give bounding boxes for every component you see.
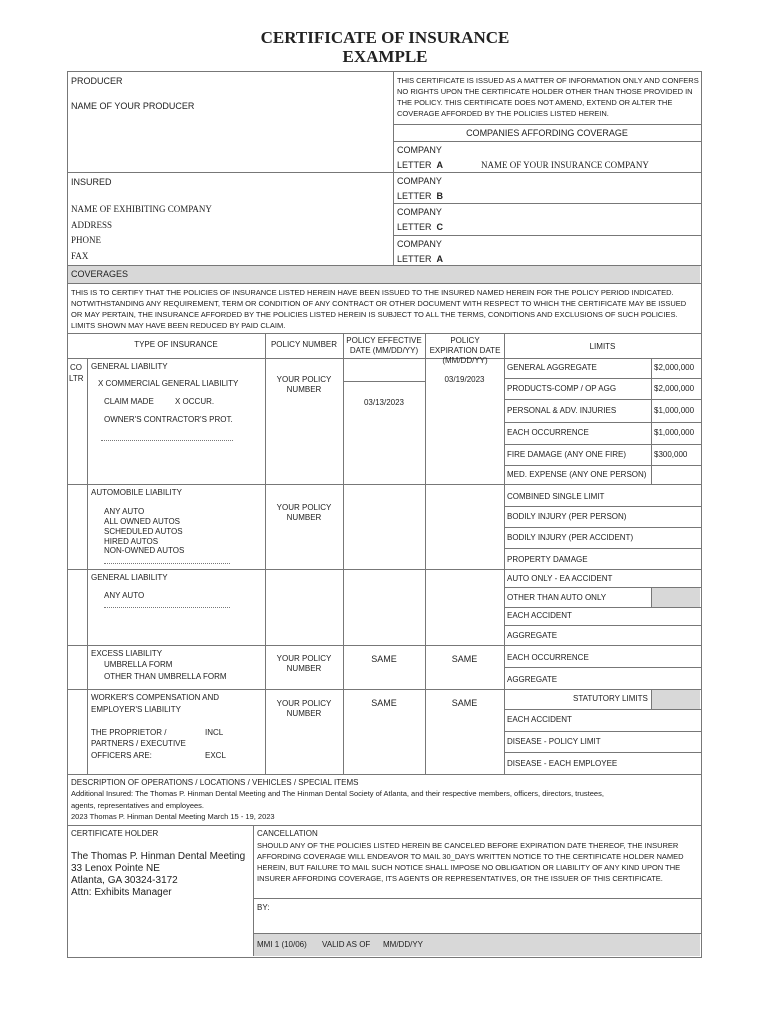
insured-phone: PHONE [71,235,102,245]
gl-policy-number: YOUR POLICY NUMBER [276,375,332,394]
company-a-label: COMPANY [397,145,442,155]
gl-value-each-occurrence: $1,000,000 [654,428,695,437]
producer-name: NAME OF YOUR PRODUCER [71,101,195,111]
certificate-notice: THIS CERTIFICATE IS ISSUED AS A MATTER OF INFORMATION ONLY AND CONFERS NO RIGHTS UPON THE CERTIFICATE HOLDER OTHER THAN THOSE PROVIDED IN THE POLICY. THIS CERTIFICATE DOES NOT AMEND, EXTEND OR ALTER THE COVERAGE AFFORDED BY THE POLICIES LISTED HEREIN. [397,76,699,118]
gl-commercial: X COMMERCIAL GENERAL LIABILITY [98,379,239,388]
workers-expiration: SAME [451,698,478,708]
gl-claims-made: CLAIM MADE [104,397,154,406]
companies-header: COMPANIES AFFORDING COVERAGE [466,128,628,138]
workers-limit-disease-employee: DISEASE - EACH EMPLOYEE [507,759,618,768]
cancellation-label: CANCELLATION [257,829,318,838]
excess-label: EXCESS LIABILITY [91,649,163,658]
garage-any-auto: ANY AUTO [104,591,145,600]
holder-address-1: 33 Lenox Pointe NE [71,863,160,874]
excess-effective: SAME [371,654,397,664]
holder-attn: Attn: Exhibits Manager [71,887,172,898]
signature-by: BY: [257,903,270,912]
garage-limit-auto-only: AUTO ONLY - EA ACCIDENT [507,574,613,583]
insured-company: NAME OF EXHIBITING COMPANY [71,204,212,214]
auto-all-owned: ALL OWNED AUTOS [104,517,181,526]
gl-value-fire: $300,000 [654,450,688,459]
header-type: TYPE OF INSURANCE [134,340,218,349]
workers-label-1: WORKER'S COMPENSATION AND [91,693,220,702]
header-ltr: LTR [69,374,84,383]
workers-excl: EXCL [205,751,226,760]
insured-label: INSURED [71,177,112,187]
gl-limit-personal: PERSONAL & ADV. INJURIES [507,406,617,415]
description-line-3: 2023 Thomas P. Hinman Dental Meeting March 15 - 19, 2023 [71,812,275,821]
gl-limit-med: MED. EXPENSE (ANY ONE PERSON) [507,470,647,479]
footer-form: MMI 1 (10/06) [257,940,307,949]
excess-other: OTHER THAN UMBRELLA FORM [104,672,227,681]
auto-limit-combined: COMBINED SINGLE LIMIT [507,492,605,501]
gl-limit-general-aggregate: GENERAL AGGREGATE [507,363,597,372]
holder-name: The Thomas P. Hinman Dental Meeting [71,851,246,862]
insured-address: ADDRESS [71,220,113,230]
auto-label: AUTOMOBILE LIABILITY [91,488,182,497]
footer-valid: VALID AS OF [322,940,371,949]
workers-label-2: EMPLOYER'S LIABILITY [91,705,182,714]
auto-non-owned: NON-OWNED AUTOS [104,546,185,555]
insured-fax: FAX [71,251,89,261]
auto-limit-bi-accident: BODILY INJURY (PER ACCIDENT) [507,533,634,542]
auto-hired: HIRED AUTOS [104,537,159,546]
header-effective: POLICY EFFECTIVE DATE (MM/DD/YY) [346,336,422,355]
header-policy-number: POLICY NUMBER [270,340,338,349]
workers-prop-2: PARTNERS / EXECUTIVE [91,739,186,748]
header-co: CO [70,363,82,372]
cancellation-text: SHOULD ANY OF THE POLICIES LISTED HEREIN BE CANCELED BEFORE EXPIRATION DATE THEREOF, THE INSURER AFFORDING COVERAGE WILL ENDEAVOR TO MAIL 30_DAYS WRITTEN NOTICE TO THE CERTIFICATE HOLDER NAMED HEREIN, BUT FAILURE TO MAIL SUCH NOTICE SHALL IMPOSE NO OBLIGATION OR LIABILITY OF ANY KIND UPON THE INSURER AFFORDING COVERAGE, ITS AGENTS OR REPRESENTATIVES, OR THE ISSUER OF THIS CERTIFICATE. [257,841,684,883]
auto-limit-bi-person: BODILY INJURY (PER PERSON) [507,512,627,521]
auto-limit-property: PROPERTY DAMAGE [507,555,588,564]
company-c-letter: LETTER C [397,222,444,232]
auto-any: ANY AUTO [104,507,145,516]
workers-incl: INCL [205,728,224,737]
excess-policy-number: YOUR POLICY NUMBER [276,654,332,673]
gl-occur: X OCCUR. [175,397,215,406]
holder-address-2: Atlanta, GA 30324-3172 [71,875,178,886]
excess-umbrella: UMBRELLA FORM [104,660,173,669]
header-limits: LIMITS [589,342,616,351]
auto-policy-number: YOUR POLICY NUMBER [276,503,332,522]
excess-expiration: SAME [451,654,478,664]
company-a-letter: LETTER A [397,160,444,170]
company-d-label: COMPANY [397,239,442,249]
gl-limit-fire: FIRE DAMAGE (ANY ONE FIRE) [507,450,626,459]
excess-limit-each-occurrence: EACH OCCURRENCE [507,653,589,662]
workers-prop-1: THE PROPRIETOR / [91,728,167,737]
workers-prop-3: OFFICERS ARE: [91,751,152,760]
description-label: DESCRIPTION OF OPERATIONS / LOCATIONS / VEHICLES / SPECIAL ITEMS [71,778,359,787]
gl-value-products: $2,000,000 [654,384,695,393]
workers-policy-number: YOUR POLICY NUMBER [276,699,332,718]
company-c-label: COMPANY [397,207,442,217]
producer-label: PRODUCER [71,76,123,86]
gl-value-personal: $1,000,000 [654,406,695,415]
auto-scheduled: SCHEDULED AUTOS [104,527,183,536]
company-b-label: COMPANY [397,176,442,186]
garage-limit-aggregate: AGGREGATE [507,631,558,640]
workers-statutory: STATUTORY LIMITS [573,694,648,703]
page-subtitle: EXAMPLE [342,47,428,66]
gl-expiration-date: 03/19/2023 [444,375,485,384]
header-expiration: POLICY EXPIRATION DATE (MM/DD/YY) [429,336,501,365]
gl-owners: OWNER'S CONTRACTOR'S PROT. [104,415,233,424]
coverages-label: COVERAGES [71,269,129,279]
coverages-statement: THIS IS TO CERTIFY THAT THE POLICIES OF INSURANCE LISTED HEREIN HAVE BEEN ISSUED TO THE INSURED NAMED HEREIN FOR THE POLICY PERIOD INDICATED. NOTWITHSTANDING ANY REQUIREMENT, TERM OR CONDITION OF ANY CONTRACT OR OTHER DOCUMENT WITH RESPECT TO WHICH THE CERTIFICATE MAY BE ISSUED OR MAY PERTAIN, THE INSURANCE AFFORDED BY THE POLICIES LISTED HEREIN IS SUBJECT TO ALL THE TERMS, CONDITIONS AND EXCLUSIONS OF SUCH POLICIES. LIMITS SHOWN MAY HAVE BEEN REDUCED BY PAID CLAIM. [71,288,687,330]
company-d-letter: LETTER A [397,254,444,264]
page-title: CERTIFICATE OF INSURANCE [260,28,510,47]
gl-value-general-aggregate: $2,000,000 [654,363,695,372]
garage-limit-other: OTHER THAN AUTO ONLY [507,593,607,602]
description-line-1: Additional Insured: The Thomas P. Hinman Dental Meeting and The Hinman Dental Society of Atlanta, and their respective members, officers, directors, trustees, [71,789,604,798]
gl-label: GENERAL LIABILITY [91,362,168,371]
workers-limit-each-accident: EACH ACCIDENT [507,715,572,724]
excess-limit-aggregate: AGGREGATE [507,675,558,684]
gl-limit-each-occurrence: EACH OCCURRENCE [507,428,589,437]
gl-limit-products: PRODUCTS-COMP / OP AGG [507,384,617,393]
description-line-2: agents, representatives and employees. [71,801,204,810]
workers-limit-disease-policy: DISEASE - POLICY LIMIT [507,737,601,746]
footer-date: MM/DD/YY [383,940,423,949]
garage-label: GENERAL LIABILITY [91,573,168,582]
garage-limit-each-accident: EACH ACCIDENT [507,611,572,620]
holder-label: CERTIFICATE HOLDER [71,829,159,838]
company-a-name: NAME OF YOUR INSURANCE COMPANY [481,160,649,170]
company-b-letter: LETTER B [397,191,444,201]
gl-effective-date: 03/13/2023 [363,398,405,407]
workers-effective: SAME [371,698,397,708]
